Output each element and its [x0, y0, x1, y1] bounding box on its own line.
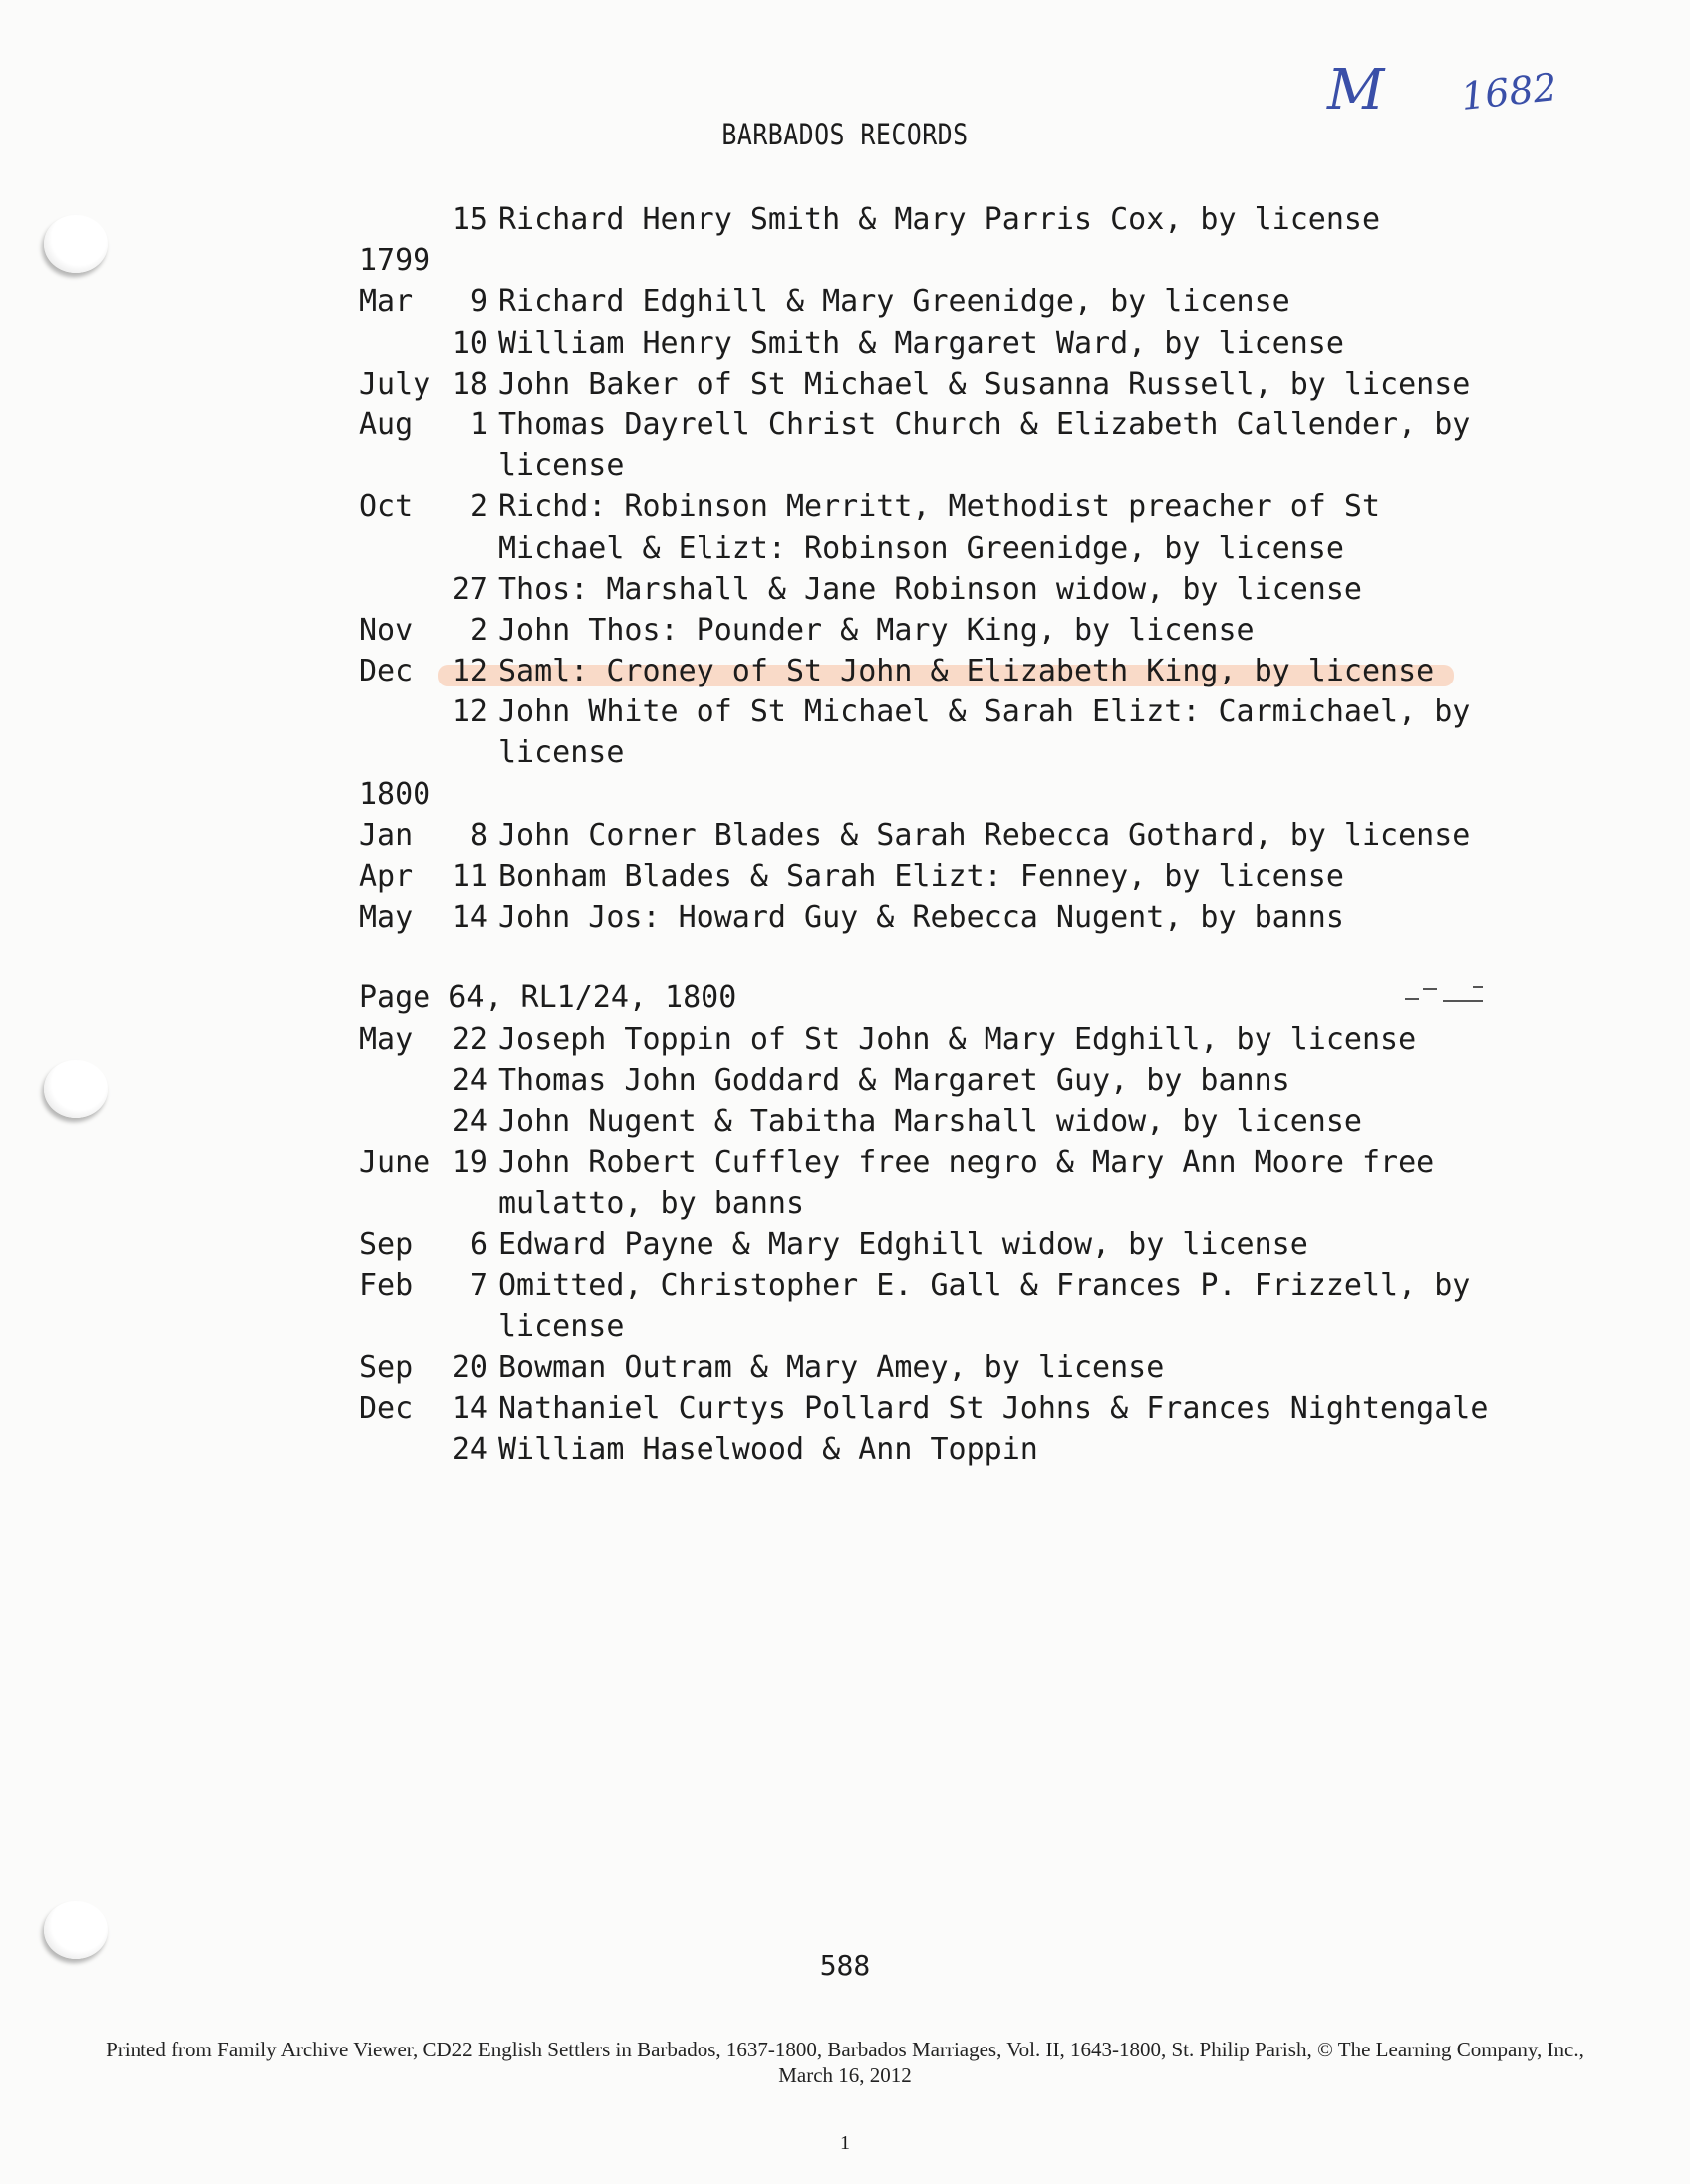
record-text: license: [498, 1308, 625, 1344]
record-day: 11: [451, 859, 488, 894]
binder-hole: [44, 215, 108, 273]
year-heading: [359, 240, 1554, 281]
record-month: Mar: [359, 284, 414, 320]
record-continuation: [359, 732, 1554, 773]
record-text: Edward Payne & Mary Edghill widow, by license: [498, 1227, 1308, 1262]
year-heading: [359, 774, 1554, 815]
record-row: [359, 323, 1554, 364]
print-footer: [40, 2037, 1650, 2088]
record-row: [359, 651, 1554, 691]
record-row: [359, 610, 1554, 651]
record-text: John Corner Blades & Sarah Rebecca Gothard, by license: [498, 817, 1471, 853]
record-day: 19: [451, 1145, 488, 1181]
record-row: [359, 1429, 1554, 1470]
page-reference: [359, 977, 1554, 1018]
record-text: John Baker of St Michael & Susanna Russell, by license: [498, 366, 1471, 402]
record-day: 2: [469, 489, 488, 525]
record-continuation: [359, 528, 1554, 569]
record-month: Sep: [359, 1350, 414, 1386]
record-day: 1: [469, 407, 488, 442]
record-continuation: [359, 1306, 1554, 1347]
record-day: 24: [451, 1432, 488, 1468]
record-day: 6: [469, 1227, 488, 1262]
record-text: Thomas John Goddard & Margaret Guy, by banns: [498, 1062, 1290, 1098]
record-text: John Nugent & Tabitha Marshall widow, by license: [498, 1103, 1362, 1139]
record-row: [359, 1388, 1554, 1429]
stray-mark: [1473, 986, 1483, 988]
footer-date: March 16, 2012: [778, 2063, 912, 2087]
page-title: BARBADOS RECORDS: [721, 118, 969, 151]
record-month: Jan: [359, 817, 414, 853]
record-row: [359, 897, 1554, 938]
record-text: mulatto, by banns: [498, 1186, 805, 1222]
record-row: [359, 1019, 1554, 1060]
record-continuation: [359, 445, 1554, 486]
record-month: Page 64, RL1/24, 1800: [359, 980, 737, 1016]
record-text: Richard Edghill & Mary Greenidge, by license: [498, 284, 1290, 320]
record-month: Sep: [359, 1227, 414, 1262]
record-day: 18: [451, 366, 488, 402]
record-text: William Henry Smith & Margaret Ward, by license: [498, 325, 1344, 361]
record-row: [359, 199, 1554, 240]
record-row: [359, 815, 1554, 856]
record-text: Richd: Robinson Merritt, Methodist preacher of St: [498, 489, 1381, 525]
binder-hole: [44, 1060, 108, 1118]
record-text: Thos: Marshall & Jane Robinson widow, by license: [498, 571, 1362, 607]
record-row: [359, 281, 1554, 322]
record-row: [359, 1060, 1554, 1101]
record-text: William Haselwood & Ann Toppin: [498, 1432, 1038, 1468]
record-month: Dec: [359, 654, 414, 689]
record-month: 1800: [359, 776, 431, 812]
record-day: 24: [451, 1062, 488, 1098]
record-text: Michael & Elizt: Robinson Greenidge, by license: [498, 530, 1344, 566]
record-row: [359, 1101, 1554, 1142]
stray-mark: [1443, 1000, 1483, 1002]
record-row: [359, 405, 1554, 445]
record-day: 12: [451, 654, 488, 689]
record-day: 2: [469, 612, 488, 648]
records-list: [359, 199, 1554, 1471]
record-text: Omitted, Christopher E. Gall & Frances P. Frizzell, by: [498, 1267, 1471, 1303]
record-month: Oct: [359, 489, 414, 525]
record-text: John Robert Cuffley free negro & Mary Ann Moore free: [498, 1145, 1435, 1181]
record-month: Nov: [359, 612, 414, 648]
spacer: [359, 938, 1554, 977]
record-day: 12: [451, 694, 488, 730]
record-text: Bowman Outram & Mary Amey, by license: [498, 1350, 1165, 1386]
record-text: Thomas Dayrell Christ Church & Elizabeth Callender, by: [498, 407, 1471, 442]
record-day: 9: [469, 284, 488, 320]
record-day: 10: [451, 325, 488, 361]
record-month: May: [359, 1021, 414, 1057]
record-row: [359, 1347, 1554, 1388]
record-text: John Thos: Pounder & Mary King, by license: [498, 612, 1255, 648]
record-day: 15: [451, 202, 488, 237]
record-month: May: [359, 900, 414, 936]
record-day: 14: [451, 900, 488, 936]
handwritten-number: 1682: [1458, 65, 1559, 119]
record-row: [359, 1142, 1554, 1183]
sheet-number: 1: [840, 2132, 850, 2154]
record-continuation: [359, 1183, 1554, 1224]
record-row: [359, 1265, 1554, 1306]
record-row: [359, 486, 1554, 527]
record-day: 24: [451, 1103, 488, 1139]
page-number: 588: [819, 1949, 871, 1982]
record-text: Saml: Croney of St John & Elizabeth King, by license: [498, 651, 1434, 691]
record-day: 8: [469, 817, 488, 853]
record-text: Bonham Blades & Sarah Elizt: Fenney, by license: [498, 859, 1344, 894]
record-day: 20: [451, 1350, 488, 1386]
record-text: Joseph Toppin of St John & Mary Edghill, by license: [498, 1021, 1417, 1057]
record-text: Nathaniel Curtys Pollard St Johns & Frances Nightengale: [498, 1391, 1489, 1427]
record-day: 14: [451, 1391, 488, 1427]
record-month: Feb: [359, 1267, 414, 1303]
record-month: 1799: [359, 243, 431, 279]
stray-mark: [1423, 988, 1437, 990]
record-text: John Jos: Howard Guy & Rebecca Nugent, by banns: [498, 900, 1344, 936]
record-row: [359, 364, 1554, 405]
record-month: Apr: [359, 859, 414, 894]
handwritten-letter: M: [1327, 58, 1385, 123]
footer-line: Printed from Family Archive Viewer, CD22 English Settlers in Barbados, 1637-1800, Barbados Marriages, Vol. II, 1643-1800, St. Philip Parish, © The Learning Company, Inc.,: [106, 2038, 1584, 2061]
stray-mark: [1405, 998, 1419, 1000]
record-text: Richard Henry Smith & Mary Parris Cox, by license: [498, 202, 1381, 237]
record-month: Aug: [359, 407, 414, 442]
record-text: license: [498, 735, 625, 771]
record-text: John White of St Michael & Sarah Elizt: Carmichael, by: [498, 694, 1471, 730]
record-row: [359, 1225, 1554, 1265]
record-row: [359, 569, 1554, 610]
record-row: [359, 691, 1554, 732]
record-month: July: [359, 366, 431, 402]
record-row: [359, 856, 1554, 897]
record-text: license: [498, 448, 625, 484]
record-month: June: [359, 1145, 431, 1181]
record-day: 7: [469, 1267, 488, 1303]
record-day: 27: [451, 571, 488, 607]
record-day: 22: [451, 1021, 488, 1057]
record-month: Dec: [359, 1391, 414, 1427]
